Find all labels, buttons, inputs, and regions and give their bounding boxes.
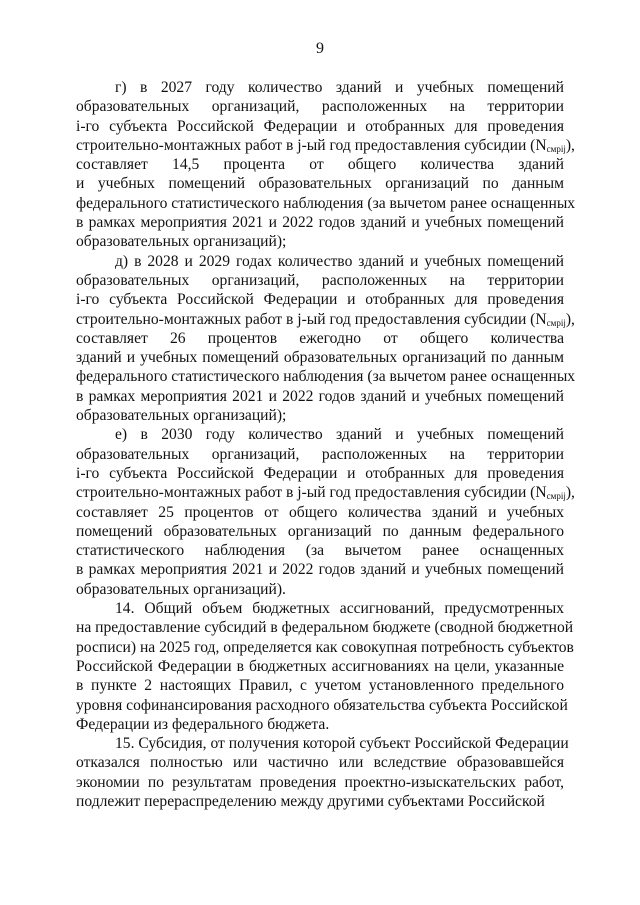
line-text: составляет 26 процентов ежегодно от общего количества (76, 329, 564, 347)
text-line (76, 464, 564, 483)
text-line (76, 310, 575, 329)
line-text: Российской Федерации в бюджетных ассигнованиях на цели, указанные (76, 657, 564, 675)
text-line (76, 252, 564, 271)
text-line (76, 483, 575, 502)
text-line (76, 387, 564, 406)
line-text: образовательных организаций); (76, 407, 287, 425)
text-line (76, 580, 564, 599)
text-line (76, 445, 564, 464)
text-line (76, 425, 564, 444)
text-line (76, 117, 564, 136)
document-body (76, 78, 576, 811)
line-text: г) в 2027 году количество зданий и учебных помещений (115, 79, 564, 96)
line-text: помещений образовательных организаций по данным федерального (76, 522, 564, 540)
line-text: составляет 14,5 процента от общего количества зданий (76, 156, 564, 174)
text-line (76, 155, 564, 174)
line-text: в пункте 2 настоящих Правил, с учетом установленного предельного (76, 677, 564, 695)
line-tail: ), (565, 136, 575, 154)
text-line (76, 599, 564, 618)
line-text: зданий и учебных помещений образовательных организаций по данным (76, 349, 564, 367)
line-text: отказался полностью или частично или вследствие образовавшейся (76, 754, 564, 772)
line-text: строительно-монтажных работ в j-ый год предоставления субсидии (N (76, 136, 547, 154)
line-text: на предоставление субсидий в федеральном бюджете (сводной бюджетной (76, 619, 574, 637)
paragraph (76, 78, 576, 252)
subscript-index: смрij (546, 317, 566, 328)
line-text: строительно-монтажных работ в j-ый год предоставления субсидии (N (76, 484, 547, 502)
line-text: в рамках мероприятия 2021 и 2022 годов зданий и учебных помещений (76, 214, 564, 232)
paragraph (76, 425, 575, 599)
line-text: 14. Общий объем бюджетных ассигнований, предусмотренных (115, 600, 564, 618)
line-text: i-го субъекта Российской Федерации и отобранных для проведения (76, 117, 564, 135)
text-line (76, 78, 564, 97)
line-text: и учебных помещений образовательных организаций по данным (76, 175, 564, 193)
text-line (76, 638, 574, 657)
text-line (76, 753, 564, 772)
text-line (76, 174, 564, 193)
text-line (76, 232, 564, 251)
text-line (76, 290, 564, 309)
text-line (76, 348, 564, 367)
text-line (76, 541, 564, 560)
line-text: экономии по результатам проведения проектно-изыскательских работ, (76, 773, 564, 791)
line-text: образовательных организаций). (76, 580, 286, 598)
text-line (76, 194, 576, 213)
line-text: образовательных организаций); (76, 233, 287, 251)
line-text: в рамках мероприятия 2021 и 2022 годов зданий и учебных помещений (76, 387, 564, 405)
line-tail: ), (565, 310, 575, 328)
line-text: i-го субъекта Российской Федерации и отобранных для проведения (76, 291, 564, 309)
line-text: Федерации из федерального бюджета. (76, 715, 330, 733)
page-number: 9 (316, 40, 324, 57)
paragraph (76, 734, 569, 811)
line-text: в рамках мероприятия 2021 и 2022 годов зданий и учебных помещений (76, 561, 564, 579)
text-line (76, 676, 564, 695)
line-text: i-го субъекта Российской Федерации и отобранных для проведения (76, 464, 564, 482)
line-text: федерального статистического наблюдения (за вычетом ранее оснащенных (76, 368, 576, 386)
subscript-index: смрij (546, 491, 566, 502)
text-line (76, 715, 564, 734)
subscript-index: смрij (546, 143, 566, 154)
line-text: федерального статистического наблюдения (за вычетом ранее оснащенных (76, 194, 576, 212)
line-text: подлежит перераспределению между другими субъектами Российской (76, 792, 545, 810)
text-line (76, 696, 568, 715)
line-text: д) в 2028 и 2029 годах количество зданий и учебных помещений (115, 252, 564, 270)
text-line (76, 773, 564, 792)
text-line (76, 97, 564, 116)
line-text: е) в 2030 году количество зданий и учебных помещений (115, 426, 564, 444)
line-text: составляет 25 процентов от общего количества зданий и учебных (76, 503, 564, 521)
line-text: уровня софинансирования расходного обязательства субъекта Российской (76, 696, 568, 714)
line-text: строительно-монтажных работ в j-ый год предоставления субсидии (N (76, 310, 547, 328)
text-line (76, 657, 564, 676)
text-line (76, 329, 564, 348)
line-text: образовательных организаций, расположенных на территории (76, 271, 564, 289)
text-line (76, 503, 564, 522)
text-line (76, 213, 564, 232)
text-line (76, 792, 564, 811)
line-text: образовательных организаций, расположенных на территории (76, 98, 564, 116)
text-line (76, 618, 574, 637)
line-tail: ), (565, 484, 575, 502)
text-line (76, 734, 569, 753)
line-text: статистического наблюдения (за вычетом ранее оснащенных (76, 542, 564, 560)
text-line (76, 271, 564, 290)
paragraph (76, 599, 574, 734)
line-text: образовательных организаций, расположенных на территории (76, 445, 564, 463)
line-text: росписи) на 2025 год, определяется как совокупная потребность субъектов (76, 638, 574, 656)
text-line (76, 136, 575, 155)
paragraph (76, 252, 576, 426)
text-line (76, 560, 564, 579)
line-text: 15. Субсидия, от получения которой субъект Российской Федерации (115, 735, 569, 753)
text-line (76, 406, 564, 425)
text-line (76, 367, 576, 386)
text-line (76, 522, 564, 541)
